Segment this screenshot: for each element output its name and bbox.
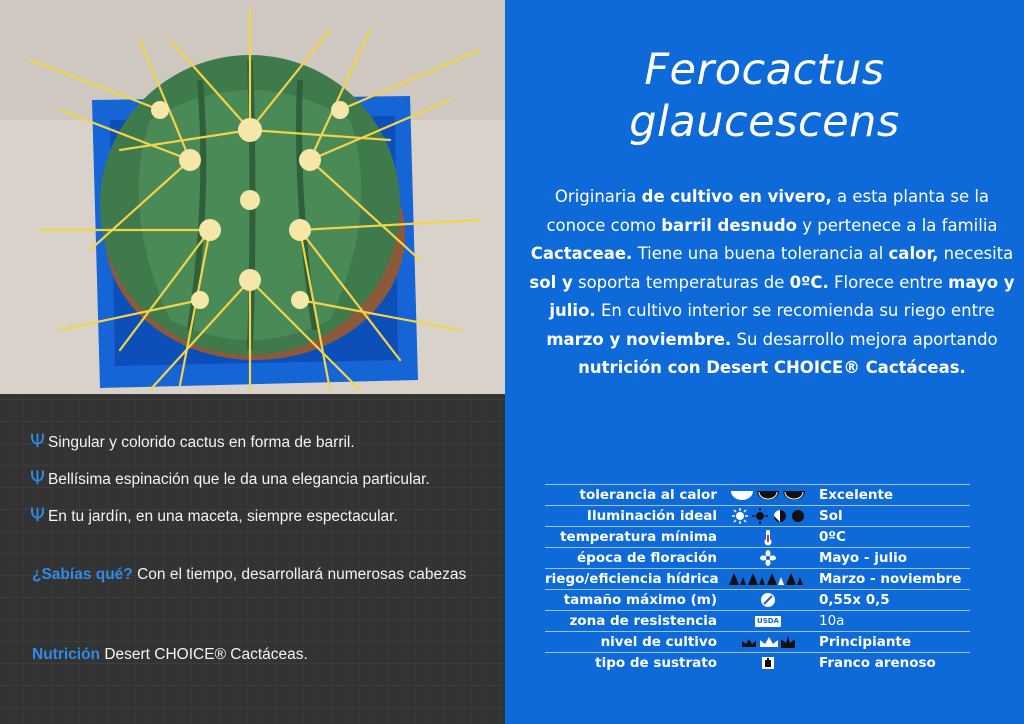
desc-text: En cultivo interior se recomienda su riego entre: [595, 301, 995, 320]
feature-text: En tu jardín, en una maceta, siempre espectacular.: [47, 508, 398, 525]
cactus-illustration: [0, 0, 505, 394]
desc-text: soporta temperaturas de: [572, 272, 790, 292]
desc-bold: sol y: [529, 272, 573, 292]
care-value: Franco arenoso: [819, 655, 936, 671]
desc-text: a esta planta se la conoce como: [546, 187, 990, 235]
care-row-size: [545, 589, 970, 610]
care-label: época de floración: [577, 550, 717, 566]
desc-text: Florece entre: [828, 272, 949, 292]
care-value: 0ºC: [819, 529, 846, 545]
substrate-icon: [723, 656, 813, 670]
desc-bold: de cultivo en vivero,: [641, 187, 832, 206]
care-label: nivel de cultivo: [600, 634, 717, 650]
care-row-light: [545, 505, 970, 526]
nutrition-text: Desert CHOICE® Cactáceas.: [100, 646, 308, 663]
fun-fact-text: Con el tiempo, desarrollará numerosas cabezas: [132, 566, 467, 583]
species-description: [525, 183, 1019, 383]
care-value: Mayo - julio: [819, 550, 907, 566]
cactus-icon: Ψ: [30, 430, 45, 452]
desc-bold: marzo y noviembre.: [546, 329, 732, 349]
care-label: tamaño máximo (m): [563, 592, 717, 608]
usda-badge: USDA: [757, 616, 779, 625]
left-panel: [0, 0, 505, 724]
size-icon: [723, 592, 813, 608]
desc-text: Su desarrollo mejora aportando: [731, 329, 998, 349]
care-row-watering: [545, 568, 970, 589]
desc-bold: 0ºC.: [789, 272, 829, 292]
care-row-heat: [545, 484, 970, 505]
care-label: riego/eficiencia hídrica: [545, 571, 719, 587]
care-row-level: [545, 631, 970, 652]
care-row-flowering: [545, 547, 970, 568]
cactus-photo: [0, 0, 505, 394]
care-label: zona de resistencia: [569, 613, 717, 629]
care-label: temperatura mínima: [560, 529, 717, 545]
feature-item: [30, 467, 500, 504]
crown-level-icon: [723, 635, 813, 649]
nutrition-note: [32, 644, 492, 666]
feature-text: Bellísima espinación que le da una elegancia particular.: [47, 471, 430, 488]
desc-bold: Cactaceae.: [530, 244, 633, 263]
thermometer-icon: [723, 529, 813, 546]
desc-text: Tiene una buena tolerancia al: [632, 244, 889, 263]
desc-bold: nutrición con Desert CHOICE® Cactáceas.: [578, 358, 966, 377]
cactus-icon: Ψ: [30, 504, 45, 526]
species-name-genus: Ferocactus: [644, 45, 885, 95]
care-row-hardiness: [545, 610, 970, 631]
species-name-epithet: glaucescens: [629, 97, 900, 147]
species-title: [505, 44, 1024, 148]
right-panel: [505, 0, 1024, 724]
care-table: [545, 484, 970, 673]
feature-text: Singular y colorido cactus en forma de barril.: [47, 434, 355, 451]
flower-icon: [723, 550, 813, 566]
desc-bold: barril desnudo: [661, 215, 797, 235]
desc-bold: mayo y julio.: [549, 272, 1015, 320]
care-label: Iluminación ideal: [586, 508, 717, 524]
usda-zone-icon: [723, 616, 813, 627]
cactus-icon: Ψ: [30, 467, 45, 489]
care-label: tipo de sustrato: [595, 655, 717, 671]
desc-text: y pertenece a la familia: [797, 215, 998, 235]
feature-item: [30, 430, 500, 467]
care-value: Sol: [819, 508, 843, 524]
desc-bold: calor,: [888, 244, 939, 263]
care-value: Principiante: [819, 634, 912, 650]
nutrition-label: Nutrición: [32, 646, 101, 663]
care-value: 10a: [819, 613, 845, 629]
desc-text: Originaria: [554, 187, 642, 206]
care-row-substrate: [545, 652, 970, 673]
feature-list: [30, 430, 500, 541]
water-drops-icon: [723, 572, 813, 587]
care-value: Excelente: [819, 487, 894, 503]
care-label: tolerancia al calor: [579, 487, 717, 503]
care-value: Marzo - noviembre: [819, 571, 962, 587]
care-value: 0,55x 0,5: [819, 592, 890, 608]
heat-tolerance-icon: [723, 488, 813, 502]
fun-fact: [32, 564, 492, 586]
feature-item: [30, 504, 500, 541]
sun-light-icon: [723, 508, 813, 524]
features-panel: [0, 394, 505, 724]
fun-fact-label: ¿Sabías qué?: [32, 566, 133, 583]
care-row-temperature: [545, 526, 970, 547]
desc-text: necesita: [938, 244, 1014, 263]
